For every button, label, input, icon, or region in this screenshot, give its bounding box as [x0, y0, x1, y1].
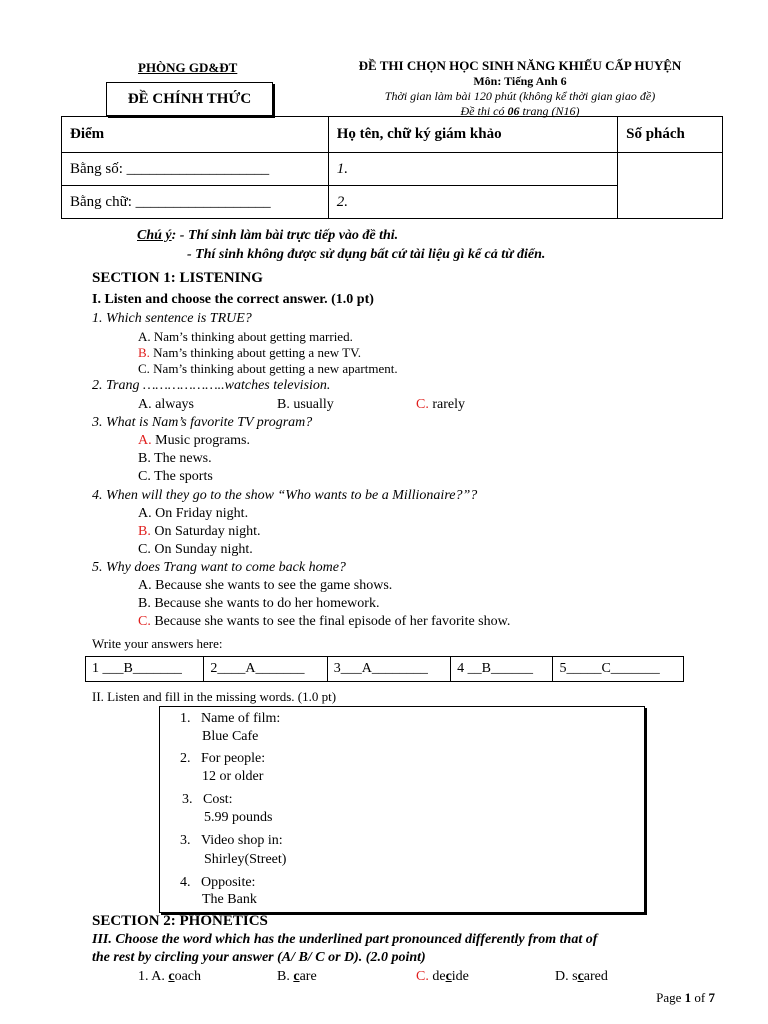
exam-time-note: Thời gian làm bài 120 phút (không kể thời gian giao đề)	[384, 89, 656, 103]
option-letter: D.	[555, 969, 569, 984]
code-column-header: Số phách	[618, 117, 723, 153]
option-text: always	[155, 397, 195, 412]
exam-notes	[137, 226, 545, 264]
word-post: ide	[451, 969, 469, 984]
option-text: The sports	[154, 469, 213, 484]
fill-label: Cost:	[203, 792, 233, 807]
phonetics-q1-c	[416, 969, 469, 985]
underlined-letter: c	[445, 969, 452, 984]
q2-option-a	[138, 397, 194, 413]
word-pre: s	[572, 969, 578, 984]
question-1: 1. Which sentence is TRUE?	[92, 311, 252, 326]
option-letter-correct: A.	[138, 433, 152, 448]
q4-option-b	[138, 524, 261, 540]
option-letter: A.	[151, 969, 165, 984]
q3-option-c	[138, 469, 213, 485]
q1-option-a	[138, 329, 353, 345]
phonetics-q1-b	[277, 969, 317, 985]
pages-prefix: Đề thi có	[460, 104, 508, 118]
page-total: 7	[708, 990, 715, 1005]
answer-cell-2: 2____A_______	[204, 657, 327, 682]
fill-in-box	[159, 706, 645, 913]
examiner-1: 1.	[328, 153, 617, 186]
option-text: Nam’s thinking about getting married.	[153, 329, 353, 344]
note-line-1	[137, 226, 545, 245]
underlined-letter: c	[577, 969, 584, 984]
option-text: Music programs.	[155, 433, 251, 448]
word-post: ared	[583, 969, 608, 984]
score-table	[61, 116, 723, 219]
part1-title: I. Listen and choose the correct answer. (1.0 pt)	[92, 292, 374, 307]
option-text: Because she wants to see the game shows.	[155, 578, 393, 593]
fill-item-1-answer: Blue Cafe	[202, 729, 259, 744]
answer-cell-3: 3___A________	[327, 657, 450, 682]
option-text: The news.	[154, 451, 212, 466]
word-pre: de	[432, 969, 446, 984]
fill-label: Opposite:	[201, 875, 256, 890]
option-letter-correct: C.	[416, 969, 429, 984]
option-letter-correct: B.	[138, 345, 150, 360]
option-letter: C.	[138, 361, 150, 376]
page-footer	[656, 990, 715, 1006]
part3-title-line2: the rest by circling your answer (A/ B/ C or D). (2.0 point)	[92, 950, 426, 965]
q4-option-c	[138, 542, 253, 558]
fill-item-1-label	[180, 711, 280, 727]
fill-num: 1.	[180, 711, 191, 726]
note-label: Chú ý	[137, 228, 172, 243]
score-in-numbers: Bằng số: ___________________	[62, 153, 329, 186]
option-text: On Friday night.	[155, 506, 249, 521]
fill-label: Name of film:	[201, 711, 281, 726]
fill-item-5-answer: The Bank	[202, 892, 257, 907]
option-letter-correct: C.	[138, 614, 151, 629]
q3-option-a	[138, 433, 250, 449]
exam-title: ĐỀ THI CHỌN HỌC SINH NĂNG KHIẾU CẤP HUYỆN	[358, 58, 682, 73]
word-post: oach	[174, 969, 202, 984]
option-letter: B.	[138, 596, 151, 611]
option-letter: C.	[138, 469, 151, 484]
q4-option-a	[138, 506, 248, 522]
page-number: 1	[684, 990, 692, 1005]
fill-item-4-label	[180, 833, 283, 849]
question-5: 5. Why does Trang want to come back home?	[92, 560, 346, 575]
q1-option-b	[138, 345, 361, 361]
pages-count: 06	[507, 104, 520, 118]
option-text: On Sunday night.	[154, 542, 253, 557]
option-letter: A.	[138, 578, 152, 593]
section1-title: SECTION 1: LISTENING	[92, 270, 263, 286]
answer-cell-4: 4 __B______	[451, 657, 553, 682]
write-answers-label: Write your answers here:	[92, 636, 223, 651]
option-letter: A.	[138, 329, 151, 344]
question-3: 3. What is Nam’s favorite TV program?	[92, 415, 313, 430]
fill-item-3-label	[182, 792, 233, 808]
q3-option-b	[138, 451, 212, 467]
section2-title: SECTION 2: PHONETICS	[92, 913, 268, 929]
part3-title-line1: III. Choose the word which has the underlined part pronounced differently from that of	[92, 932, 598, 947]
fill-label: For people:	[201, 751, 266, 766]
fill-item-5-label	[180, 875, 255, 891]
score-in-words: Bằng chữ: __________________	[62, 186, 329, 219]
pages-suffix: trang (N16)	[519, 104, 580, 118]
q2-option-c	[416, 397, 465, 413]
option-text: usually	[293, 397, 334, 412]
phonetics-q1-a	[138, 969, 201, 985]
fill-num: 3.	[182, 792, 193, 807]
option-text: On Saturday night.	[154, 524, 261, 539]
option-letter: C.	[138, 542, 151, 557]
page-word: Page	[656, 990, 685, 1005]
department-name: PHÒNG GD&ĐT	[138, 60, 238, 75]
exam-subject: Môn: Tiếng Anh 6	[473, 74, 567, 88]
fill-num: 3.	[180, 833, 191, 848]
official-exam-label: ĐỀ CHÍNH THỨC	[106, 82, 273, 116]
option-letter: A.	[138, 506, 152, 521]
option-text: Nam’s thinking about getting a new TV.	[153, 345, 362, 360]
option-text: Because she wants to do her homework.	[154, 596, 380, 611]
option-letter: B.	[277, 397, 290, 412]
q1-option-c	[138, 361, 398, 377]
option-letter: B.	[277, 969, 290, 984]
examiner-2: 2.	[328, 186, 617, 219]
q2-option-b	[277, 397, 334, 413]
exam-header	[350, 58, 690, 119]
question-4: 4. When will they go to the show “Who wants to be a Millionaire?”?	[92, 488, 478, 503]
option-text: Because she wants to see the final episode of her favorite show.	[154, 614, 511, 629]
phonetics-q1-d	[555, 969, 608, 985]
answer-table	[85, 656, 684, 682]
q5-option-a	[138, 578, 392, 594]
phonetics-q-num: 1.	[138, 969, 149, 984]
option-letter-correct: B.	[138, 524, 151, 539]
fill-num: 4.	[180, 875, 191, 890]
fill-label: Video shop in:	[201, 833, 283, 848]
note-text-1: : - Thí sinh làm bài trực tiếp vào đề thi.	[171, 228, 399, 243]
question-2: 2. Trang ………………..watches television.	[92, 378, 331, 393]
option-letter-correct: C.	[416, 397, 429, 412]
q5-option-c	[138, 614, 510, 630]
q5-option-b	[138, 596, 379, 612]
option-text: Nam’s thinking about getting a new apartment.	[153, 361, 398, 376]
fill-item-2-answer: 12 or older	[202, 769, 264, 784]
note-line-2: - Thí sinh không được sử dụng bất cứ tài liệu gì kể cả từ điển.	[187, 247, 546, 262]
part2-title: II. Listen and fill in the missing words. (1.0 pt)	[92, 689, 337, 704]
code-cell	[618, 153, 723, 219]
fill-num: 2.	[180, 751, 191, 766]
examiner-column-header: Họ tên, chữ ký giám khảo	[328, 117, 617, 153]
answer-cell-1: 1 ___B_______	[86, 657, 204, 682]
option-letter: A.	[138, 397, 152, 412]
underlined-letter: c	[168, 969, 175, 984]
score-column-header: Điểm	[62, 117, 329, 153]
of-word: of	[691, 990, 709, 1005]
fill-item-3-answer: 5.99 pounds	[204, 810, 273, 825]
underlined-letter: c	[293, 969, 300, 984]
option-text: rarely	[432, 397, 465, 412]
answer-cell-5: 5_____C_______	[553, 657, 684, 682]
fill-item-4-answer: Shirley(Street)	[204, 852, 287, 867]
fill-item-2-label	[180, 751, 265, 767]
option-letter: B.	[138, 451, 151, 466]
word-post: are	[299, 969, 317, 984]
